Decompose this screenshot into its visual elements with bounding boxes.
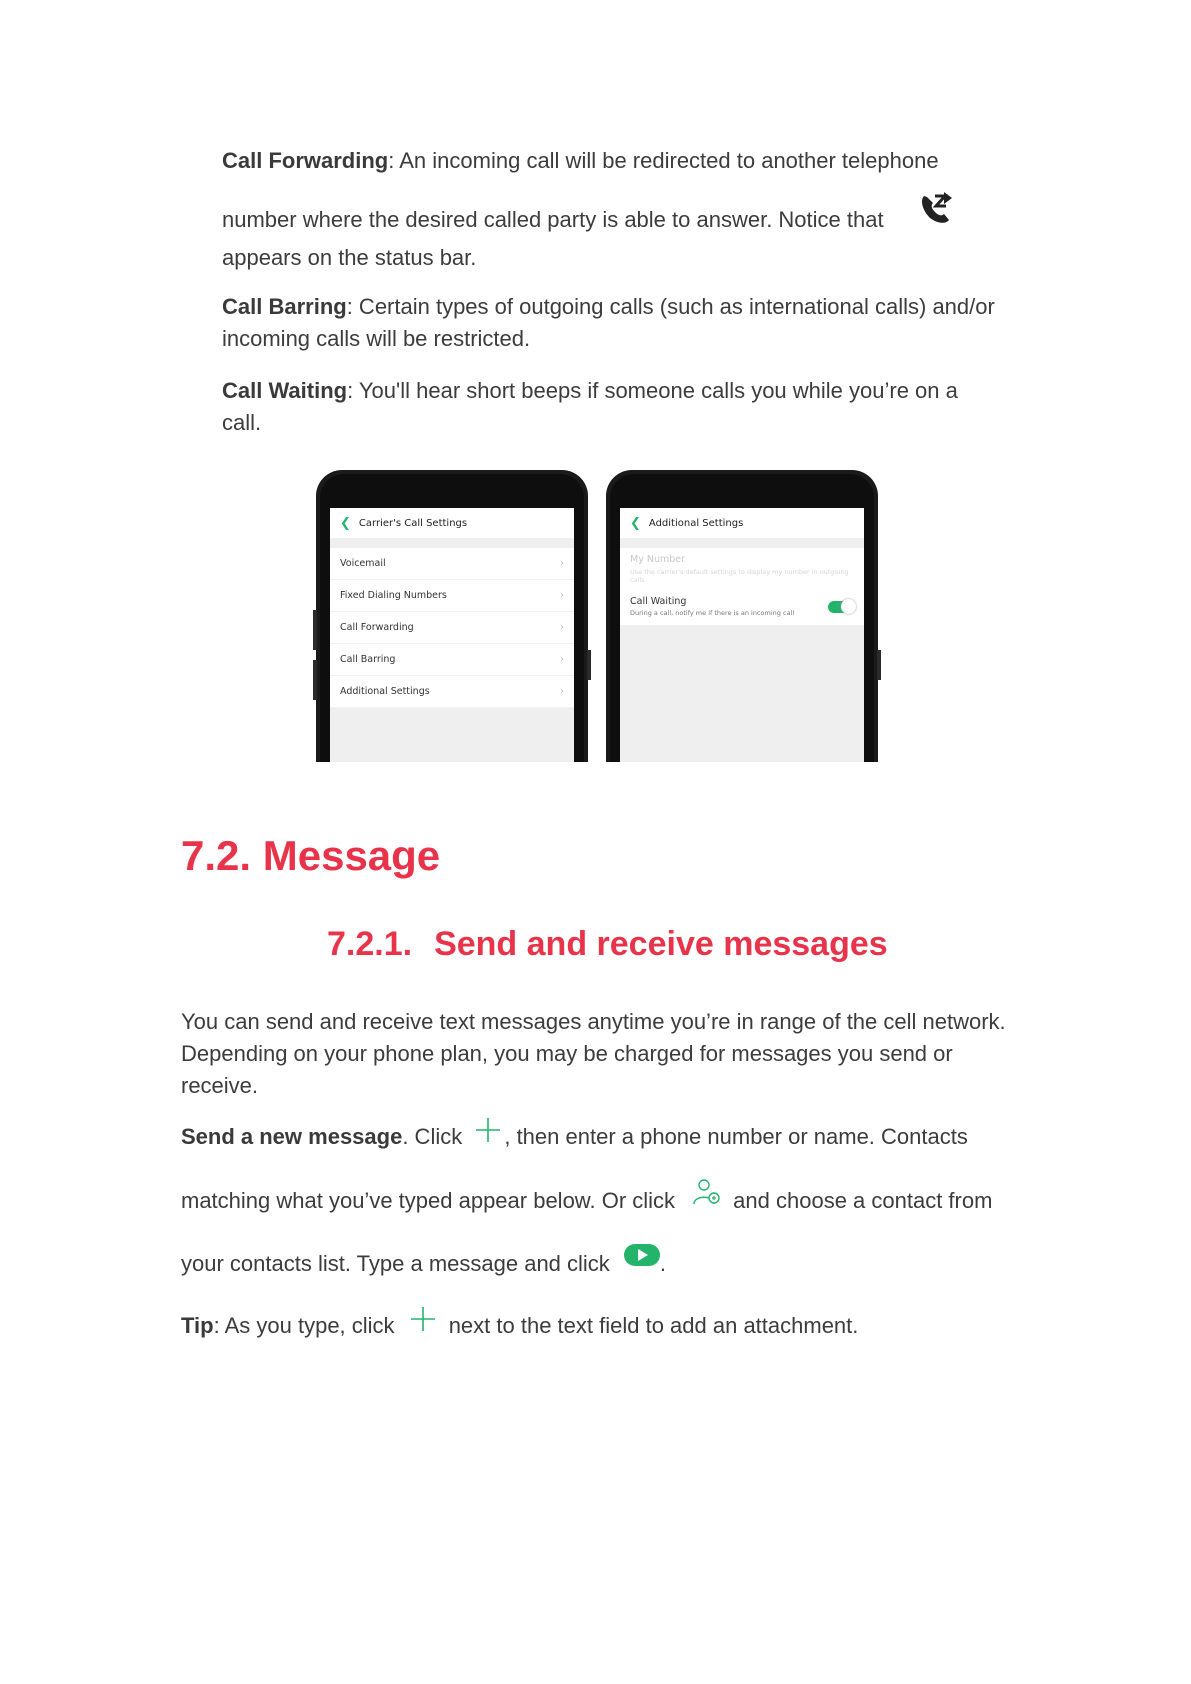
call-waiting-paragraph bbox=[222, 375, 1022, 439]
call-forwarding-text: : An incoming call will be redirected to another telephone bbox=[388, 148, 939, 173]
send-icon bbox=[624, 1243, 660, 1278]
back-chevron-icon[interactable]: ❮ bbox=[630, 515, 641, 531]
send-message-line3: your contacts list. Type a message and click . bbox=[181, 1248, 1031, 1280]
send-message-line2: matching what you’ve typed appear below. Or click and choose a contact from bbox=[181, 1185, 1031, 1217]
call-waiting-text-2: call. bbox=[222, 410, 262, 435]
tip-paragraph: Tip: As you type, click next to the text field to add an attachment. bbox=[181, 1310, 1031, 1342]
call-barring-paragraph bbox=[222, 291, 1022, 355]
subsection-heading: 7.2.1. Send and receive messages bbox=[327, 925, 888, 963]
call-barring-text-2: incoming calls will be restricted. bbox=[222, 326, 531, 351]
settings-item-voicemail[interactable]: Voicemail › bbox=[330, 548, 574, 580]
chevron-right-icon: › bbox=[560, 590, 564, 601]
chevron-right-icon: › bbox=[560, 558, 564, 569]
call-forwarding-label: Call Forwarding bbox=[222, 148, 389, 173]
settings-item-fixed-dialing[interactable]: Fixed Dialing Numbers › bbox=[330, 580, 574, 612]
settings-item-call-waiting[interactable]: Call Waiting During a call, notify me if there is an incoming call bbox=[620, 590, 864, 625]
call-waiting-text: : You'll hear short beeps if someone calls you while you’re on a bbox=[347, 378, 958, 403]
phone2-title: Additional Settings bbox=[648, 517, 744, 529]
phone1-title: Carrier's Call Settings bbox=[358, 517, 468, 529]
tip-label: Tip bbox=[181, 1313, 214, 1338]
back-chevron-icon[interactable]: ❮ bbox=[340, 515, 351, 531]
phone2-titlebar bbox=[620, 508, 864, 538]
chevron-right-icon: › bbox=[560, 622, 564, 633]
call-waiting-toggle[interactable] bbox=[828, 601, 854, 613]
call-forwarding-text-3: appears on the status bar. bbox=[222, 245, 477, 270]
phone1-settings-list bbox=[330, 548, 574, 708]
call-forwarding-paragraph bbox=[222, 145, 1002, 177]
send-message-line1: Send a new message. Click , then enter a phone number or name. Contacts bbox=[181, 1121, 1031, 1153]
section-heading: 7.2. Message bbox=[181, 832, 441, 879]
messages-intro-paragraph: You can send and receive text messages anytime you’re in range of the cell network. Depending on your phone plan, you may be charged for messages you send or receive. bbox=[181, 1009, 1006, 1098]
call-waiting-label: Call Waiting bbox=[222, 378, 348, 403]
contact-icon bbox=[691, 1178, 721, 1217]
phone-screenshot-call-settings bbox=[316, 470, 588, 762]
call-forwarding-line3 bbox=[222, 242, 1002, 274]
settings-item-call-forwarding[interactable]: Call Forwarding › bbox=[330, 612, 574, 644]
settings-item-additional-settings[interactable]: Additional Settings › bbox=[330, 676, 574, 708]
chevron-right-icon: › bbox=[560, 686, 564, 697]
plus-icon bbox=[409, 1305, 437, 1342]
plus-icon bbox=[474, 1116, 502, 1153]
call-barring-text: : Certain types of outgoing calls (such as international calls) and/or bbox=[346, 294, 995, 319]
phone-screenshot-additional-settings bbox=[606, 470, 878, 762]
call-barring-label: Call Barring bbox=[222, 294, 347, 319]
settings-item-my-number: My Number Use the carrier's default settings to display my number in outgoing calls bbox=[620, 548, 864, 590]
call-forwarding-line2 bbox=[222, 204, 1002, 236]
settings-item-call-barring[interactable]: Call Barring › bbox=[330, 644, 574, 676]
call-forward-icon bbox=[918, 190, 956, 231]
chevron-right-icon: › bbox=[560, 654, 564, 665]
call-forwarding-text-2: number where the desired called party is able to answer. Notice that bbox=[222, 207, 884, 232]
phone1-titlebar bbox=[330, 508, 574, 538]
send-message-label: Send a new message bbox=[181, 1124, 403, 1149]
